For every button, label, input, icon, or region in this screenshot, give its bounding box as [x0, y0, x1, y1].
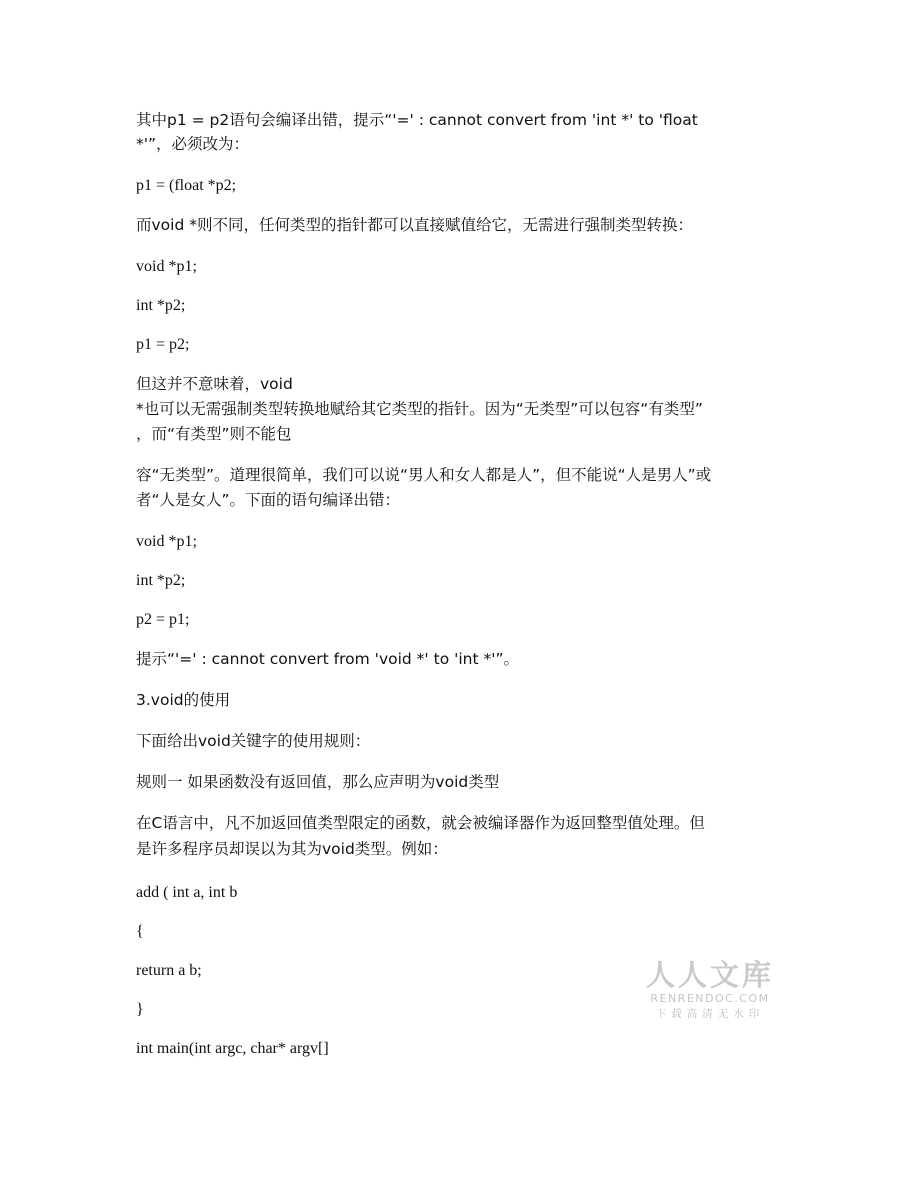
code-line: {	[136, 923, 144, 940]
watermark-slogan: 下载高清无水印	[655, 1008, 765, 1020]
code-line: void *p1;	[136, 258, 197, 275]
text-line: *也可以无需强制类型转换地赋给其它类型的指针。因为“无类型”可以包容“有类型”	[136, 400, 703, 418]
text-line: 下面给出void关键字的使用规则：	[136, 732, 371, 750]
rule-heading: 规则一 如果函数没有返回值，那么应声明为void类型	[136, 773, 500, 791]
code-line: p1 = (float *p2;	[136, 177, 237, 194]
code-line: p1 = p2;	[136, 336, 190, 353]
text-line: 是许多程序员却误以为其为void类型。例如：	[136, 840, 448, 858]
code-line: int *p2;	[136, 572, 186, 589]
section-heading: 3.void的使用	[136, 691, 231, 709]
text-line: *'”，必须改为：	[136, 135, 250, 153]
text-line: 其中p1 = p2语句会编译出错，提示“'=' : cannot convert from 'int *' to 'float	[136, 111, 698, 129]
text-line: 而void *则不同，任何类型的指针都可以直接赋值给它，无需进行强制类型转换：	[136, 216, 693, 234]
watermark-logo: 人人文库	[645, 958, 774, 992]
watermark-domain: RENRENDOC.COM	[650, 992, 770, 1005]
code-line: return a b;	[136, 962, 202, 979]
code-line: p2 = p1;	[136, 611, 190, 628]
text-line: 但这并不意味着，void	[136, 375, 293, 393]
watermark	[645, 958, 775, 1022]
text-line: 者“人是女人”。下面的语句编译出错：	[136, 491, 401, 509]
code-line: add ( int a, int b	[136, 884, 238, 901]
text-line: ，而“有类型”则不能包	[136, 425, 292, 443]
text-line: 容“无类型”。道理很简单，我们可以说“男人和女人都是人”，但不能说“人是男人”或	[136, 466, 712, 484]
code-line: }	[136, 1001, 144, 1018]
text-line: 提示“'=' : cannot convert from 'void *' to 'int *'”。	[136, 650, 520, 668]
code-line: void *p1;	[136, 533, 197, 550]
code-line: int main(int argc, char* argv[]	[136, 1040, 329, 1057]
text-line: 在C语言中，凡不加返回值类型限定的函数，就会被编译器作为返回整型值处理。但	[136, 814, 705, 832]
code-line: int *p2;	[136, 297, 186, 314]
